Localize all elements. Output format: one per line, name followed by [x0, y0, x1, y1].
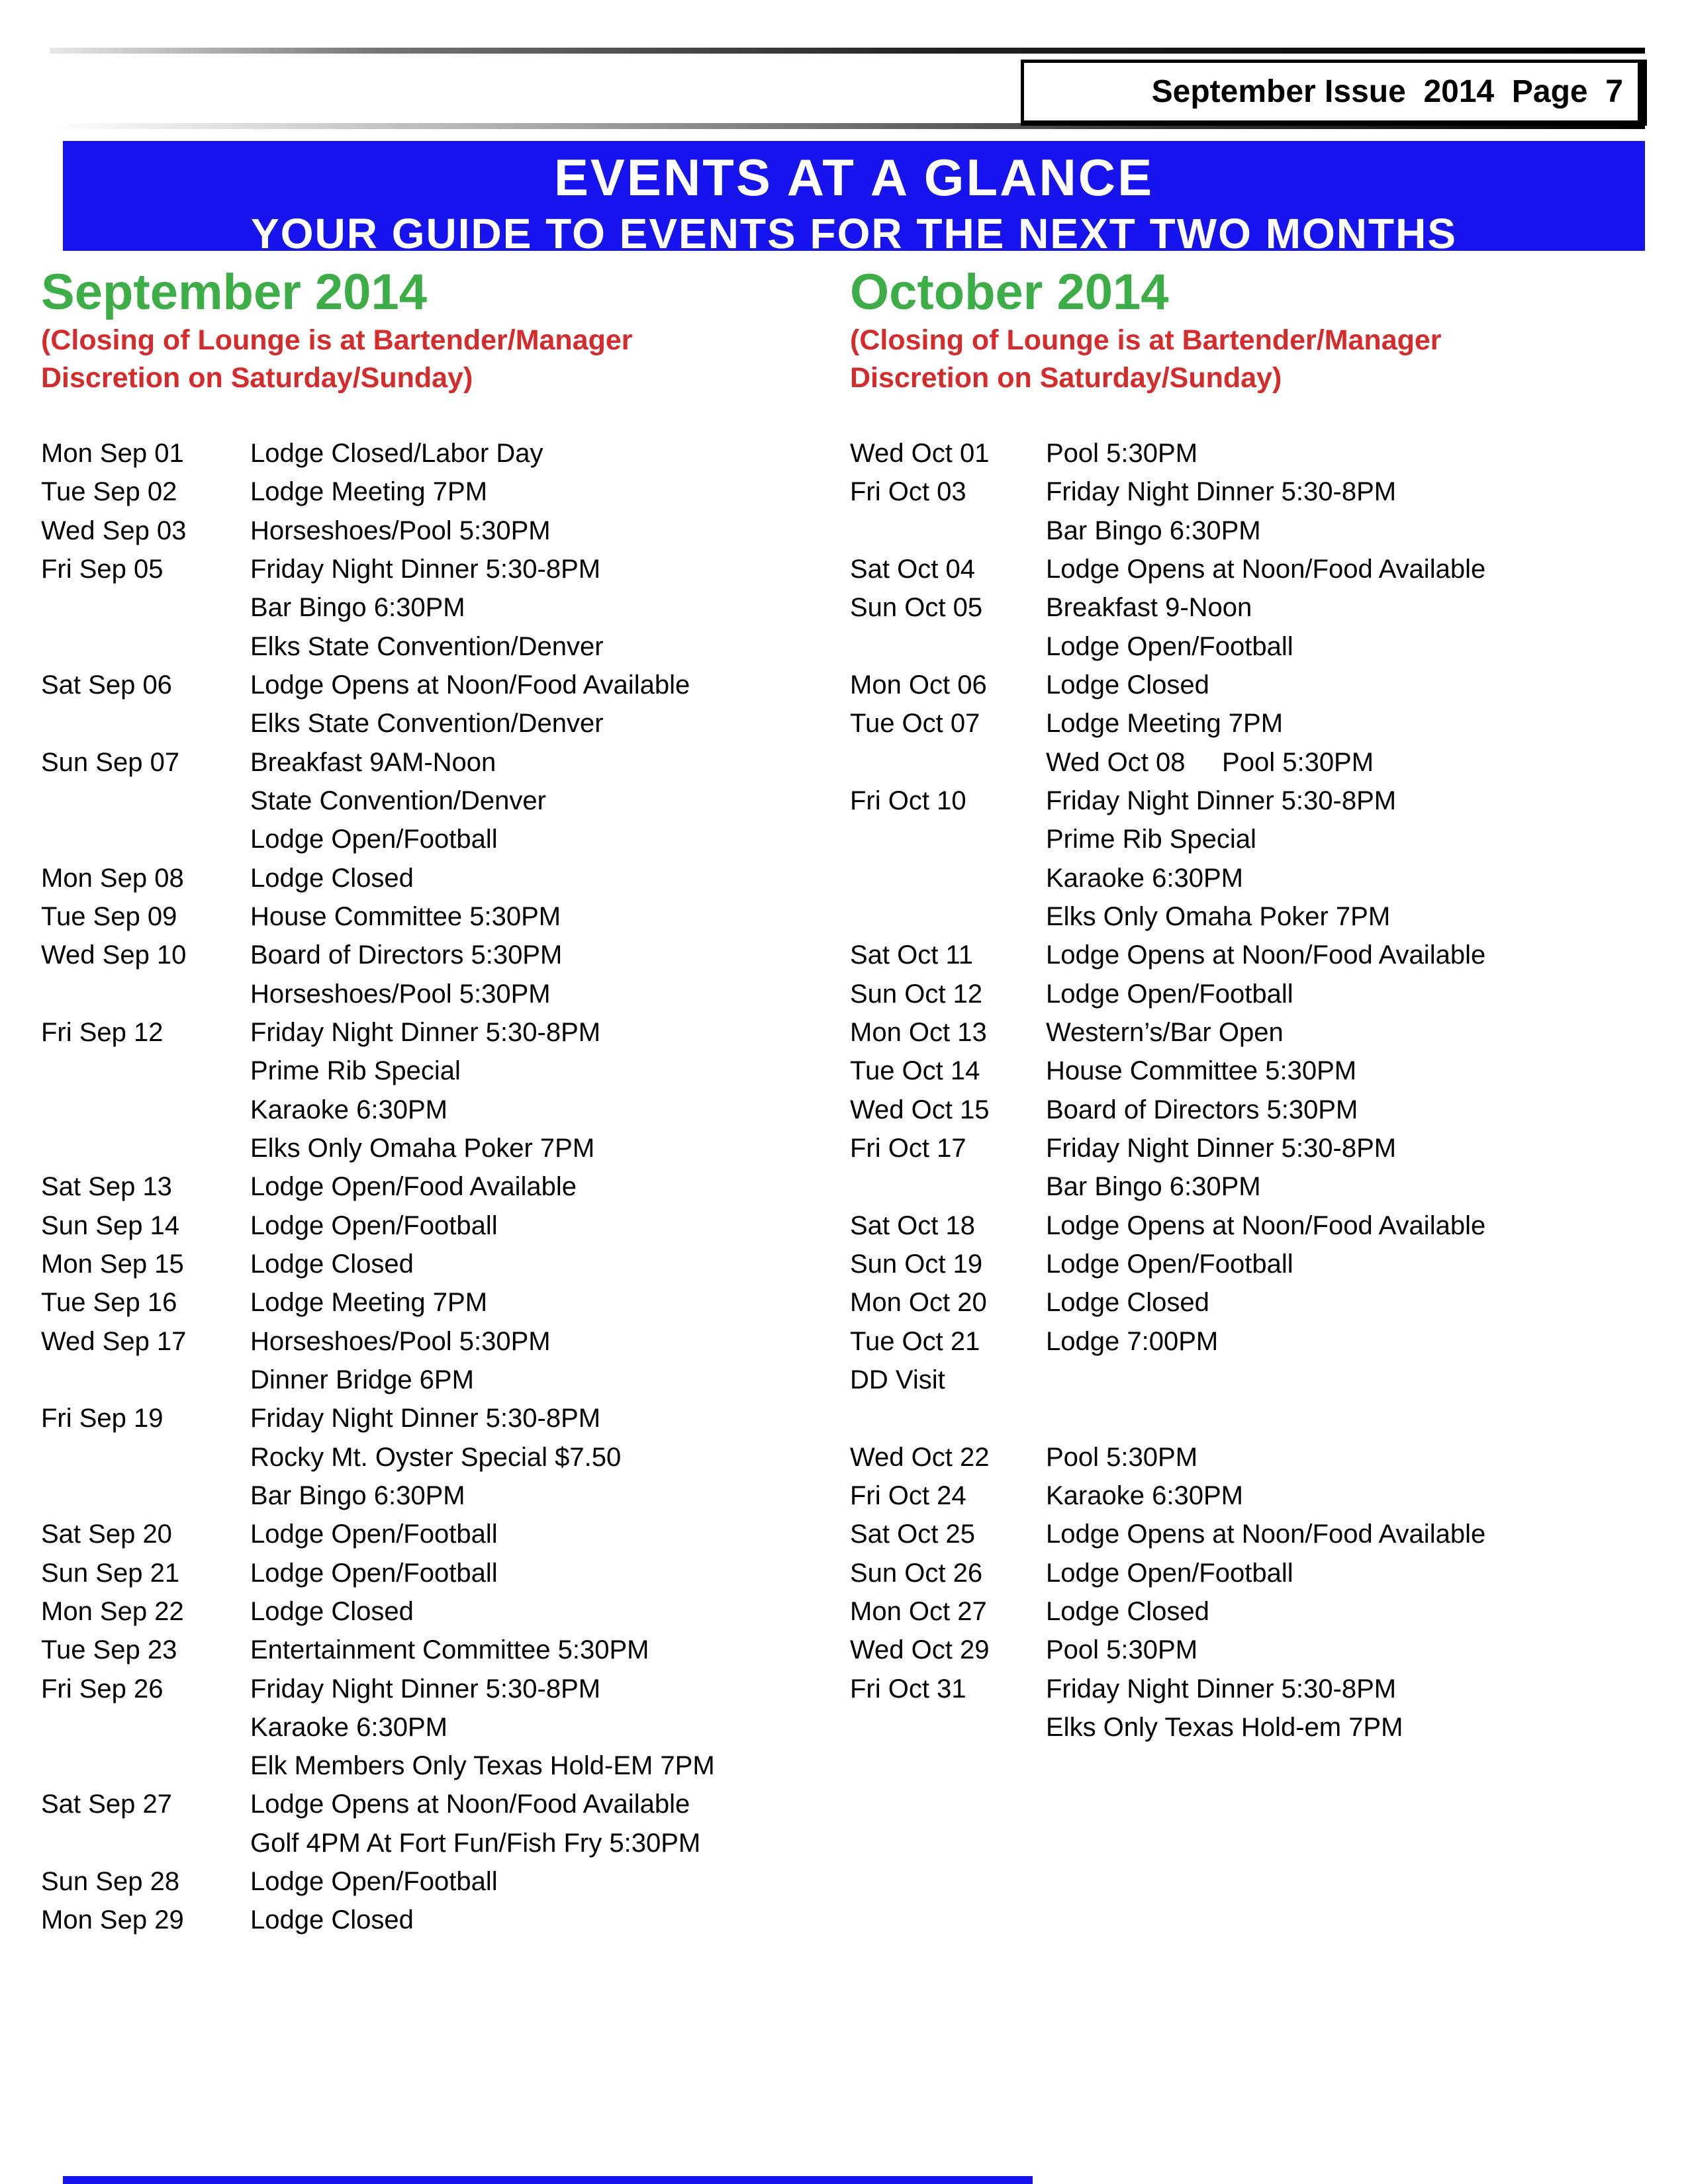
event-row: [41, 897, 845, 936]
event-row: [850, 1167, 1687, 1206]
event-row: [41, 512, 845, 550]
event-description: House Committee 5:30PM: [1046, 1056, 1357, 1086]
event-date: [41, 975, 250, 1013]
event-description: Friday Night Dinner 5:30-8PM: [250, 554, 601, 584]
event-description: Elks State Convention/Denver: [250, 709, 604, 739]
event-description: Lodge Open/Food Available: [250, 1172, 577, 1202]
event-row: [41, 1167, 845, 1206]
event-date: Mon Oct 06: [850, 670, 987, 700]
event-row: [850, 588, 1687, 627]
october-note: [850, 322, 1442, 397]
event-date: Mon Sep 22: [41, 1596, 184, 1626]
event-description: Lodge Closed/Labor Day: [250, 439, 543, 468]
event-description: Lodge Open/Football: [250, 1558, 498, 1588]
bottom-bar: [63, 2176, 1033, 2184]
event-row: [41, 975, 845, 1013]
event-description: Lodge Closed: [1046, 670, 1209, 700]
event-date: Wed Oct 01: [850, 439, 990, 468]
event-date: Sun Sep 14: [41, 1210, 180, 1240]
event-date: [41, 1477, 250, 1515]
event-row: [850, 1283, 1687, 1322]
event-date: Sat Oct 11: [850, 940, 974, 970]
event-date: Wed Oct 15: [850, 1095, 990, 1124]
event-row: [41, 704, 845, 743]
event-description: Wed Oct 08 Pool 5:30PM: [1046, 747, 1374, 777]
event-row: [850, 1515, 1687, 1553]
event-date: Wed Sep 03: [41, 516, 187, 545]
event-date: [41, 1361, 250, 1399]
event-description: Lodge Closed: [1046, 1288, 1209, 1318]
event-row: [850, 1631, 1687, 1669]
event-date: Tue Oct 14: [850, 1056, 980, 1086]
event-date: Sun Oct 12: [850, 979, 983, 1009]
event-date: Fri Oct 17: [850, 1133, 966, 1163]
event-description: Lodge Opens at Noon/Food Available: [1046, 940, 1486, 970]
event-description: Karaoke 6:30PM: [1046, 1480, 1243, 1510]
event-row: [41, 1785, 845, 1823]
event-row: [850, 859, 1687, 897]
event-row: [850, 666, 1687, 704]
event-description: Lodge Opens at Noon/Food Available: [1046, 1520, 1486, 1549]
event-description: Lodge Open/Football: [1046, 631, 1293, 661]
event-date: [850, 512, 1046, 550]
event-row: [850, 1245, 1687, 1283]
event-date: Tue Sep 16: [41, 1288, 177, 1318]
event-description: Pool 5:30PM: [1046, 1442, 1198, 1472]
top-rule: [50, 48, 1645, 54]
event-row: [850, 1708, 1687, 1747]
event-description: House Committee 5:30PM: [250, 901, 561, 931]
event-date: Mon Oct 20: [850, 1288, 987, 1318]
event-date: [41, 588, 250, 627]
event-row: [41, 1245, 845, 1283]
event-date: [850, 820, 1046, 858]
event-date: Sat Sep 06: [41, 670, 172, 700]
event-date: Tue Oct 21: [850, 1326, 980, 1356]
event-date: Fri Oct 24: [850, 1480, 966, 1510]
october-note-line1: (Closing of Lounge is at Bartender/Manager: [850, 324, 1442, 356]
event-description: [1046, 1361, 1687, 1399]
event-description: Prime Rib Special: [1046, 825, 1256, 854]
event-description: Karaoke 6:30PM: [1046, 863, 1243, 893]
event-description: Lodge Open/Football: [1046, 1249, 1293, 1279]
event-description: Karaoke 6:30PM: [250, 1095, 447, 1124]
event-description: Lodge Meeting 7PM: [1046, 709, 1284, 739]
october-events-list: [850, 434, 1687, 1747]
event-description: Pool 5:30PM: [1046, 439, 1198, 468]
event-date: Fri Oct 10: [850, 786, 966, 815]
event-description: Bar Bingo 6:30PM: [1046, 1172, 1261, 1202]
event-row: [850, 1129, 1687, 1167]
event-date: [850, 743, 1046, 782]
event-description: Elks Only Omaha Poker 7PM: [250, 1133, 595, 1163]
event-row: [41, 1631, 845, 1669]
event-row: [850, 473, 1687, 511]
event-row: [850, 704, 1687, 743]
event-date: Fri Sep 19: [41, 1404, 164, 1433]
event-row: [850, 627, 1687, 666]
event-row: [41, 782, 845, 820]
september-note-line1: (Closing of Lounge is at Bartender/Manager: [41, 324, 633, 356]
event-description: Lodge Closed: [1046, 1596, 1209, 1626]
event-description: Horseshoes/Pool 5:30PM: [250, 1326, 551, 1356]
event-date: [41, 820, 250, 858]
event-row: [850, 1361, 1687, 1399]
event-date: Sun Oct 26: [850, 1558, 983, 1588]
event-date: Sat Sep 13: [41, 1172, 172, 1202]
event-date: Fri Oct 31: [850, 1674, 966, 1704]
event-row: [850, 975, 1687, 1013]
event-row: [41, 1206, 845, 1245]
event-description: Friday Night Dinner 5:30-8PM: [250, 1674, 601, 1704]
event-row: [41, 1670, 845, 1708]
event-description: Lodge Opens at Noon/Food Available: [1046, 554, 1486, 584]
event-row: [41, 550, 845, 588]
event-row: [41, 1361, 845, 1399]
event-description: Lodge Opens at Noon/Food Available: [250, 670, 690, 700]
event-description: Lodge Closed: [250, 1249, 414, 1279]
event-date: Fri Sep 05: [41, 554, 164, 584]
event-row: [850, 1206, 1687, 1245]
event-description: Rocky Mt. Oyster Special $7.50: [250, 1442, 622, 1472]
event-description: Breakfast 9AM-Noon: [250, 747, 496, 777]
event-date: DD Visit: [850, 1365, 945, 1394]
event-row: [41, 1862, 845, 1901]
event-date: Sun Sep 28: [41, 1867, 180, 1897]
event-row: [41, 473, 845, 511]
event-date: Sat Oct 18: [850, 1210, 975, 1240]
event-row: [850, 434, 1687, 473]
event-description: Prime Rib Special: [250, 1056, 461, 1086]
event-description: Western’s/Bar Open: [1046, 1017, 1284, 1047]
event-row: [41, 859, 845, 897]
event-row: [41, 743, 845, 782]
event-description: State Convention/Denver: [250, 786, 546, 815]
event-date: Mon Oct 27: [850, 1596, 987, 1626]
event-row: [41, 1052, 845, 1090]
october-note-line2: Discretion on Saturday/Sunday): [850, 362, 1282, 394]
event-date: Sun Sep 07: [41, 747, 180, 777]
event-date: Fri Sep 12: [41, 1017, 164, 1047]
event-date: [850, 1399, 1046, 1437]
event-description: Friday Night Dinner 5:30-8PM: [1046, 1133, 1397, 1163]
september-events-list: [41, 434, 845, 1940]
event-date: Tue Sep 23: [41, 1635, 177, 1665]
event-row: [41, 1322, 845, 1361]
event-description: Bar Bingo 6:30PM: [250, 593, 465, 623]
event-date: Mon Sep 15: [41, 1249, 184, 1279]
event-description: Elks Only Texas Hold-em 7PM: [1046, 1712, 1403, 1742]
event-description: Breakfast 9-Noon: [1046, 593, 1252, 623]
event-row: [850, 512, 1687, 550]
event-description: [1046, 1399, 1687, 1437]
event-date: Wed Oct 22: [850, 1442, 990, 1472]
event-date: [41, 1824, 250, 1862]
event-description: Friday Night Dinner 5:30-8PM: [1046, 477, 1397, 507]
event-description: Lodge Open/Football: [1046, 1558, 1293, 1588]
event-row: [850, 1670, 1687, 1708]
banner-subtitle: YOUR GUIDE TO EVENTS FOR THE NEXT TWO MONTHS: [251, 210, 1457, 257]
event-row: [850, 1477, 1687, 1515]
event-date: [41, 782, 250, 820]
event-description: Board of Directors 5:30PM: [250, 940, 563, 970]
event-description: Lodge Open/Football: [250, 1867, 498, 1897]
event-description: Lodge Closed: [250, 1905, 414, 1935]
event-description: Friday Night Dinner 5:30-8PM: [250, 1404, 601, 1433]
event-row: [41, 666, 845, 704]
event-description: Lodge Open/Football: [250, 1210, 498, 1240]
event-date: Sat Oct 04: [850, 554, 975, 584]
event-row: [850, 820, 1687, 858]
event-row: [850, 1322, 1687, 1361]
september-note-line2: Discretion on Saturday/Sunday): [41, 362, 473, 394]
event-row: [41, 434, 845, 473]
event-date: Tue Sep 09: [41, 901, 177, 931]
event-description: Karaoke 6:30PM: [250, 1712, 447, 1742]
issue-title: September Issue 2014 Page 7: [1151, 74, 1623, 109]
event-row: [850, 1554, 1687, 1592]
event-date: Mon Oct 13: [850, 1017, 987, 1047]
event-row: [850, 1052, 1687, 1090]
event-row: [41, 1554, 845, 1592]
event-date: Sun Sep 21: [41, 1558, 180, 1588]
september-heading: September 2014: [41, 264, 427, 320]
event-date: [850, 1167, 1046, 1206]
event-date: Tue Oct 07: [850, 709, 980, 739]
september-note: [41, 322, 633, 397]
event-row: [41, 1091, 845, 1129]
event-description: Lodge Meeting 7PM: [250, 477, 488, 507]
event-description: Lodge Closed: [250, 863, 414, 893]
event-description: Friday Night Dinner 5:30-8PM: [1046, 786, 1397, 815]
event-row: [41, 1399, 845, 1437]
event-date: [850, 859, 1046, 897]
event-description: Board of Directors 5:30PM: [1046, 1095, 1358, 1124]
event-description: Bar Bingo 6:30PM: [250, 1480, 465, 1510]
event-row: [850, 1592, 1687, 1631]
events-banner: [63, 141, 1645, 257]
event-description: Pool 5:30PM: [1046, 1635, 1198, 1665]
event-date: Sat Oct 25: [850, 1520, 975, 1549]
event-date: [41, 1708, 250, 1747]
event-row: [41, 627, 845, 666]
event-row: [850, 1091, 1687, 1129]
event-description: Lodge Closed: [250, 1596, 414, 1626]
event-date: Fri Sep 26: [41, 1674, 164, 1704]
event-row: [850, 743, 1687, 782]
event-date: [41, 1129, 250, 1167]
event-row: [41, 1477, 845, 1515]
event-row: [850, 1013, 1687, 1052]
october-heading: October 2014: [850, 264, 1169, 320]
event-description: Lodge Opens at Noon/Food Available: [1046, 1210, 1486, 1240]
event-description: Entertainment Committee 5:30PM: [250, 1635, 649, 1665]
event-row: [41, 936, 845, 974]
event-description: Lodge Meeting 7PM: [250, 1288, 488, 1318]
event-description: Elks Only Omaha Poker 7PM: [1046, 901, 1391, 931]
event-row: [41, 1129, 845, 1167]
event-date: Mon Sep 01: [41, 439, 184, 468]
event-description: Friday Night Dinner 5:30-8PM: [1046, 1674, 1397, 1704]
event-date: Sat Sep 27: [41, 1790, 172, 1819]
event-row: [41, 820, 845, 858]
event-date: [850, 1708, 1046, 1747]
event-description: Lodge Open/Football: [250, 1520, 498, 1549]
event-date: [41, 627, 250, 666]
event-description: Lodge Open/Football: [250, 825, 498, 854]
event-row: [850, 936, 1687, 974]
event-date: [850, 627, 1046, 666]
event-date: Sat Sep 20: [41, 1520, 172, 1549]
event-date: Wed Oct 29: [850, 1635, 990, 1665]
event-description: Lodge 7:00PM: [1046, 1326, 1219, 1356]
event-description: Lodge Open/Football: [1046, 979, 1293, 1009]
event-row: [41, 1824, 845, 1862]
event-description: Elk Members Only Texas Hold-EM 7PM: [250, 1751, 715, 1781]
event-description: Golf 4PM At Fort Fun/Fish Fry 5:30PM: [250, 1828, 701, 1858]
event-row: [850, 897, 1687, 936]
event-date: [41, 1052, 250, 1090]
event-description: Bar Bingo 6:30PM: [1046, 516, 1261, 545]
event-row: [850, 782, 1687, 820]
event-description: Elks State Convention/Denver: [250, 631, 604, 661]
event-date: Mon Sep 29: [41, 1905, 184, 1935]
event-date: Sun Oct 19: [850, 1249, 983, 1279]
event-date: Wed Sep 17: [41, 1326, 187, 1356]
event-row: [41, 1592, 845, 1631]
event-date: [41, 1438, 250, 1477]
issue-title-box: [1021, 60, 1647, 126]
event-row: [41, 1013, 845, 1052]
event-date: [850, 897, 1046, 936]
event-date: [41, 1091, 250, 1129]
event-row: [850, 550, 1687, 588]
event-description: Horseshoes/Pool 5:30PM: [250, 979, 551, 1009]
event-date: [41, 704, 250, 743]
event-row: [850, 1399, 1687, 1437]
event-row: [41, 1708, 845, 1747]
event-description: Friday Night Dinner 5:30-8PM: [250, 1017, 601, 1047]
event-date: Fri Oct 03: [850, 477, 966, 507]
event-row: [41, 1283, 845, 1322]
event-date: Wed Sep 10: [41, 940, 187, 970]
banner-title: EVENTS AT A GLANCE: [553, 148, 1154, 206]
event-description: Dinner Bridge 6PM: [250, 1365, 474, 1394]
event-row: [41, 1438, 845, 1477]
event-row: [41, 1901, 845, 1939]
event-description: Lodge Opens at Noon/Food Available: [250, 1790, 690, 1819]
event-date: Sun Oct 05: [850, 593, 983, 623]
event-date: Tue Sep 02: [41, 477, 177, 507]
event-description: Horseshoes/Pool 5:30PM: [250, 516, 551, 545]
event-row: [41, 1747, 845, 1785]
event-date: [41, 1747, 250, 1785]
event-row: [850, 1438, 1687, 1477]
event-row: [41, 1515, 845, 1553]
event-date: Mon Sep 08: [41, 863, 184, 893]
event-row: [41, 588, 845, 627]
